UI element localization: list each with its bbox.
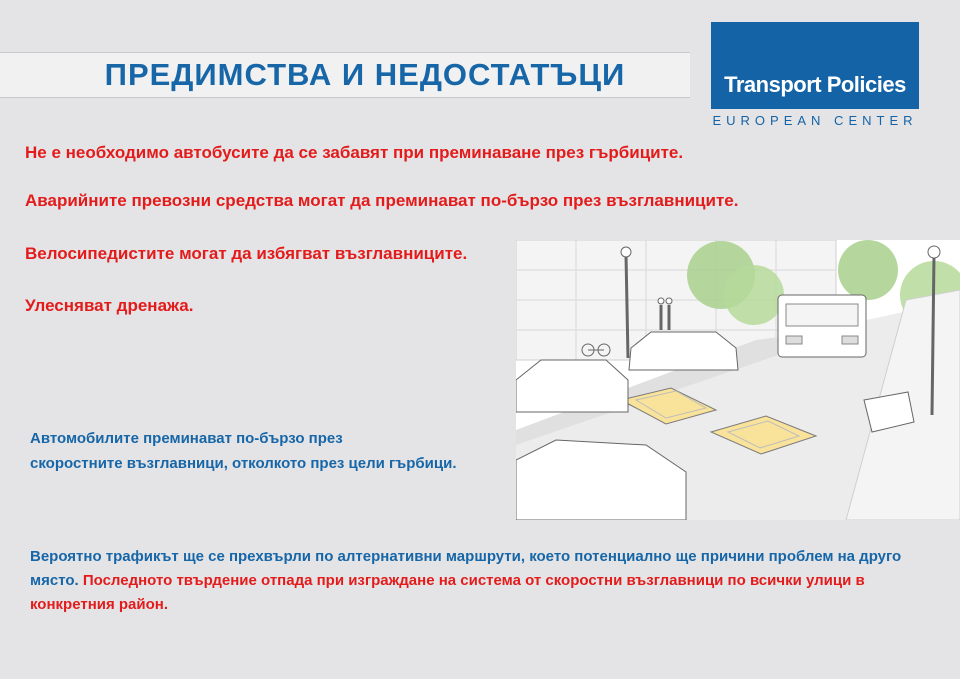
page-title: ПРЕДИМСТВА И НЕДОСТАТЪЦИ: [104, 57, 626, 92]
advantage-item: Аварийните превозни средства могат да преминават по-бързо през възглавниците.: [25, 191, 739, 210]
advantage-item: Не е необходимо автобусите да се забавят при преминаване през гърбиците.: [25, 143, 684, 162]
logo-name: Transport Policies: [724, 72, 906, 97]
disadvantage-text: Вероятно трафикът ще се прехвърли по алтернативни маршрути, което потенциално ще причини проблем на друго място.: [30, 548, 902, 589]
tree: [838, 240, 898, 300]
logo-subtitle: EUROPEAN CENTER: [712, 113, 918, 128]
car: [516, 360, 628, 412]
car: [629, 332, 738, 370]
disadvantage-line: Автомобилите преминават по-бързо през: [30, 430, 343, 447]
disadvantage-line: скоростните възглавници, отколкото през цели гърбици.: [30, 455, 457, 472]
speed-cushion-illustration: [516, 240, 960, 520]
tree: [724, 265, 784, 325]
disadvantage-note: Последното твърдение отпада при изграждане на система от скоростни възглавници по всички улици в конкретния район.: [30, 572, 865, 613]
advantage-item: Велосипедистите могат да избягват възглавниците.: [25, 244, 468, 263]
disadvantage-paragraph: [30, 545, 930, 617]
lamp-post: [626, 255, 628, 358]
street-scene-drawing: [516, 240, 960, 520]
advantage-item: Улесняват дренажа.: [25, 296, 194, 315]
transport-policies-logo: [711, 22, 919, 109]
lamp-post: [932, 255, 934, 415]
